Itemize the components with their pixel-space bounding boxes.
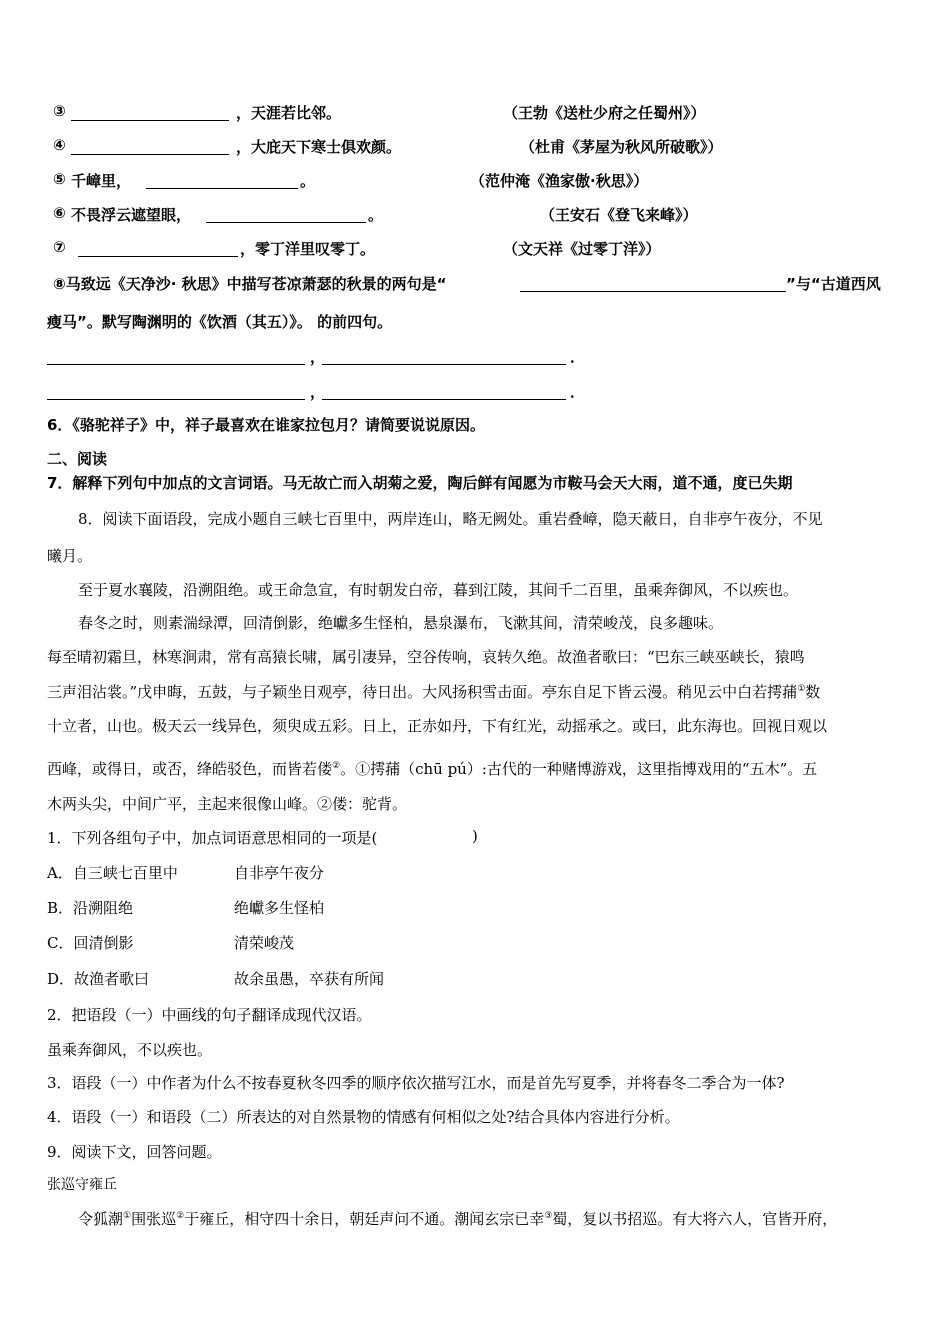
option-label: 自非亭午夜分: [234, 864, 325, 882]
poem-text: 千嶂里，: [71, 172, 132, 190]
option-label: 故余虽愚，卒获有所闻: [234, 970, 385, 988]
question-text: 1．下列各组句子中，加点词语意思相同的一项是(: [47, 829, 378, 847]
question-text: 虽乘奔御风，不以疾也。: [47, 1041, 213, 1059]
passage-text: 十立者，山也。极天云一线异色，须臾成五彩。日上，正赤如丹，下有红光，动摇承之。或曰，此东海也。回视日观以: [47, 717, 828, 735]
passage-text: 。①摴蒱（chū pú）:古代的一种赌博游戏，这里指博戏用的“五木”。五: [340, 760, 818, 778]
question-text: 4．语段（一）和语段（二）所表达的对自然景物的情感有何相似之处?结合具体内容进行分析。: [47, 1108, 680, 1126]
poem-text: ，零丁洋里叹零丁。: [240, 240, 376, 258]
comma: ，: [310, 383, 326, 401]
answer-blank[interactable]: [47, 398, 305, 400]
passage-text: 数: [805, 683, 821, 701]
poem-text: 不畏浮云遮望眼，: [71, 206, 192, 224]
passage-text: 西峰，或得日，或否，绛皓驳色，而皆若偻: [47, 760, 333, 778]
question-text: 2．把语段（一）中画线的句子翻译成现代汉语。: [47, 1006, 372, 1024]
answer-blank[interactable]: [322, 363, 566, 365]
passage-text: 木两头尖，中间广平，主起来很像山峰。②偻：驼背。: [47, 795, 408, 813]
period: ．: [570, 383, 586, 401]
answer-blank[interactable]: [146, 187, 298, 189]
passage-text: 曦月。: [47, 547, 93, 565]
option-label: 清荣峻茂: [234, 934, 295, 952]
passage-text: 至于夏水襄陵，沿溯阻绝。或王命急宣，有时朝发白帝，暮到江陵，其间千二百里，虽乘奔御风，不以疾也。: [78, 581, 799, 599]
passage-text: 8．阅读下面语段，完成小题自三峡七百里中，两岸连山，略无阙处。重岩叠嶂，隐天蔽日，自非亭午夜分，不见: [78, 510, 823, 528]
footnote-mark: ①: [797, 684, 806, 694]
poem-source: （文天祥《过零丁洋》）: [503, 240, 661, 258]
passage-text: [47, 681, 820, 702]
section-title: 二、阅读: [47, 450, 108, 468]
passage-text: 每至晴初霜旦，林寒涧肃，常有高猿长啸，属引凄异，空谷传响，哀转久绝。故渔者歌曰：“巴东三峡巫峡长，猿鸣: [47, 648, 805, 666]
comma: ，: [310, 348, 326, 366]
passage-text: 于雍丘，相守四十余日，朝廷声问不通。潮闻玄宗已幸: [184, 1210, 545, 1228]
question-text: ⑧马致远《天净沙· 秋思》中描写苍凉萧瑟的秋景的两句是“: [53, 275, 447, 293]
poem-source: （范仲淹《渔家傲·秋思》）: [470, 172, 649, 190]
footnote-mark: ①: [123, 1211, 132, 1221]
answer-blank[interactable]: [71, 119, 229, 121]
answer-blank[interactable]: [78, 255, 238, 257]
question-text: 6．《骆驼祥子》中，祥子最喜欢在谁家拉包月？请简要说说原因。: [47, 416, 485, 434]
poem-source: （王安石《登飞来峰》）: [540, 206, 698, 224]
question-text: ”与“古道西风: [786, 275, 881, 293]
answer-blank[interactable]: [520, 290, 786, 292]
poem-text: 。: [368, 206, 384, 224]
option-label: 绝巘多生怪柏: [234, 899, 325, 917]
question-text: ): [472, 827, 478, 845]
footnote-mark: ②: [176, 1211, 185, 1221]
poem-num: ⑥: [53, 204, 66, 222]
poem-num: ③: [53, 102, 66, 120]
poem-text: ，大庇天下寒士俱欢颜。: [236, 138, 402, 156]
answer-blank[interactable]: [206, 221, 366, 223]
poem-num: ⑦: [53, 238, 66, 256]
question-text: 3．语段（一）中作者为什么不按春夏秋冬四季的顺序依次描写江水，而是首先写夏季，并将春冬二季合为一体?: [47, 1074, 785, 1092]
poem-num: ⑤: [53, 170, 66, 188]
footnote-mark: ②: [332, 761, 341, 771]
passage-title-text: 张巡守雍丘: [47, 1177, 117, 1193]
passage-text: [47, 758, 817, 779]
answer-blank[interactable]: [322, 398, 566, 400]
question-text: 瘦马”。默写陶渊明的《饮酒（其五）》。 的前四句。: [47, 313, 393, 331]
passage-text: [78, 1208, 837, 1229]
question-text: 9．阅读下文，回答问题。: [47, 1143, 222, 1161]
poem-num: ④: [53, 136, 66, 154]
passage-text: 三声泪沾裳。”戊申晦，五鼓，与子颖坐日观亭，待日出。大风扬积雪击面。亭东自足下皆云漫。稍见云中白若摴蒱: [47, 683, 798, 701]
option-label: C．回清倒影: [47, 934, 134, 952]
passage-text: 蜀，复以书招巡。有大将六人，官皆开府，: [552, 1210, 838, 1228]
question-text: 7．解释下列句中加点的文言词语。马无故亡而入胡菊之爱，陶后鲜有闻愿为市鞍马会天大雨，道不通，度已失期: [47, 474, 793, 492]
passage-text: 围张巡: [131, 1210, 177, 1228]
poem-text: ，天涯若比邻。: [236, 104, 342, 122]
poem-source: （王勃《送杜少府之任蜀州》）: [503, 104, 706, 122]
poem-source: （杜甫《茅屋为秋风所破歌》）: [520, 138, 723, 156]
passage-text: 春冬之时，则素湍绿潭，回清倒影，绝巘多生怪柏，悬泉瀑布，飞漱其间，清荣峻茂，良多趣味。: [78, 614, 724, 632]
answer-blank[interactable]: [47, 363, 305, 365]
option-label: A．自三峡七百里中: [47, 864, 178, 882]
option-label: B．沿溯阻绝: [47, 899, 134, 917]
option-label: D．故渔者歌曰: [47, 970, 150, 988]
answer-blank[interactable]: [71, 153, 229, 155]
passage-text: 令狐潮: [78, 1210, 124, 1228]
poem-text: 。: [300, 172, 316, 190]
footnote-mark: ③: [544, 1211, 553, 1221]
period: ．: [570, 348, 586, 366]
